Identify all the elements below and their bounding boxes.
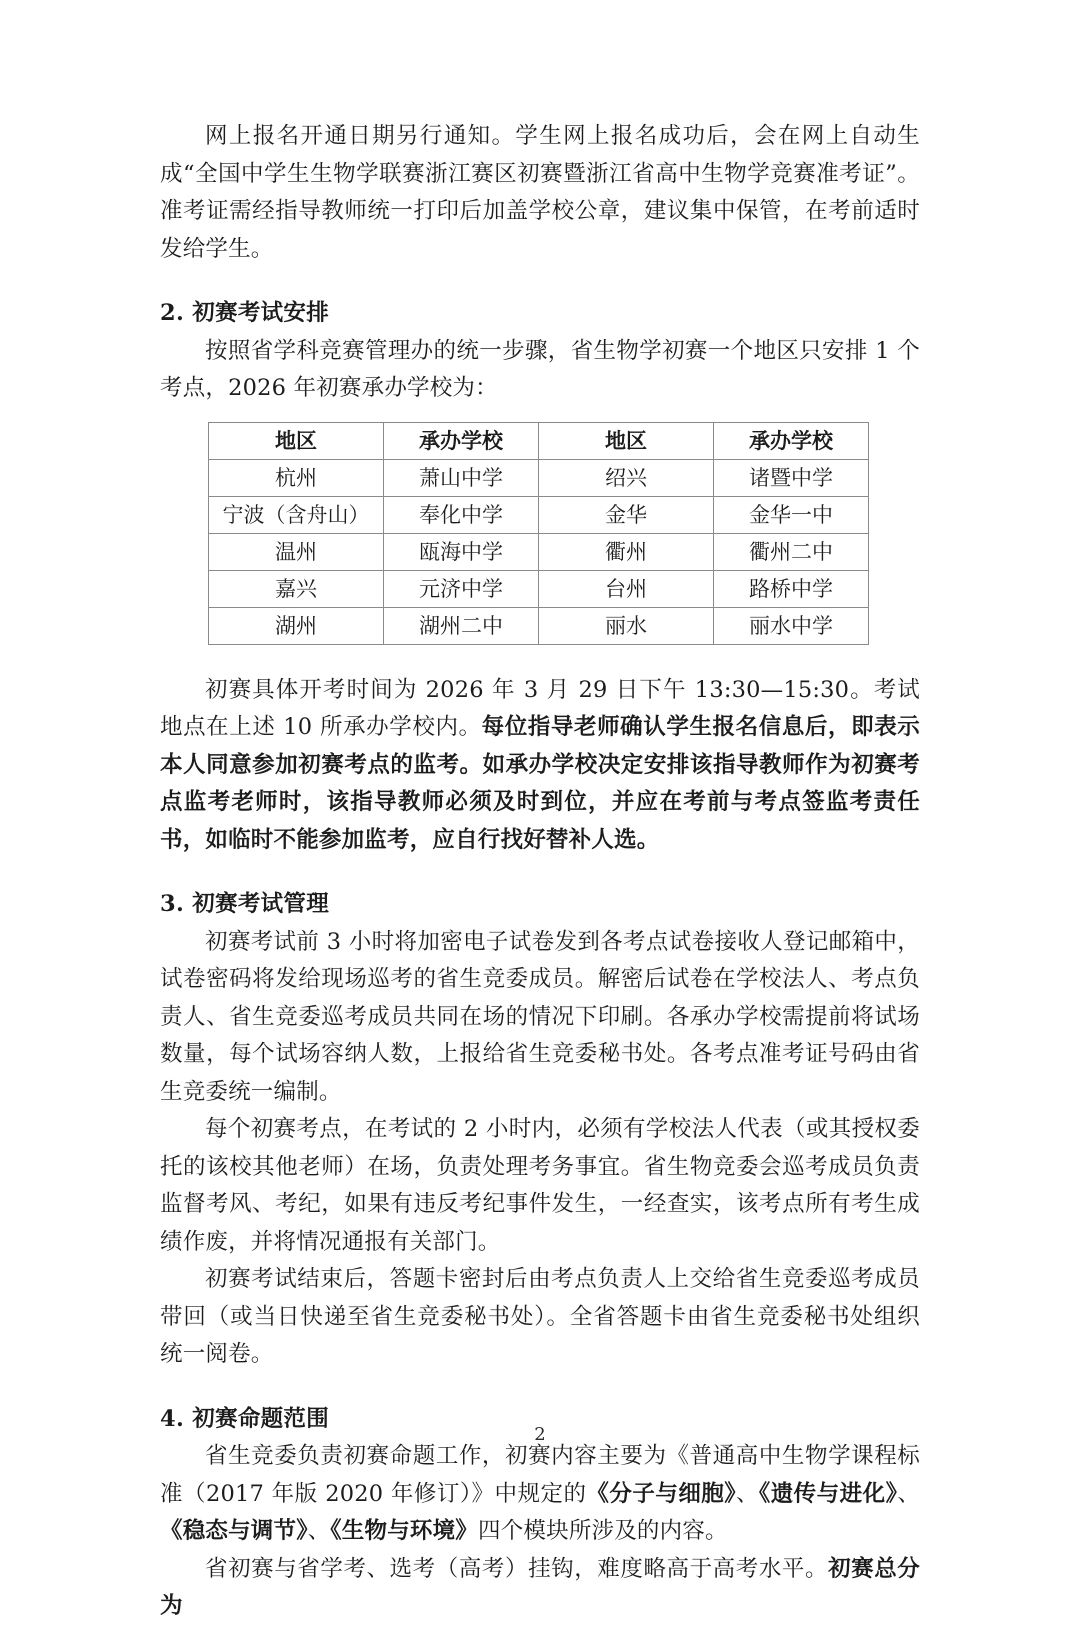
table-cell: 元济中学 bbox=[384, 570, 539, 607]
table-row bbox=[209, 496, 869, 533]
table-cell: 湖州二中 bbox=[384, 607, 539, 644]
table-cell: 金华一中 bbox=[714, 496, 869, 533]
module-title-4: 《生物与环境》 bbox=[330, 1518, 479, 1544]
invigilation-notice-text: 每位指导老师确认学生报名信息后，即表示本人同意参加初赛考点的监考。如承办学校决定安排该指导教师作为初赛考点监考老师时，该指导教师必须及时到位，并应在考前与考点签监考责任书，如临时不能参加监考，应自行找好替补人选。 bbox=[160, 714, 920, 853]
spacer bbox=[160, 268, 920, 295]
spacer bbox=[160, 645, 920, 672]
total-score-text: 初赛总分为 bbox=[160, 1555, 920, 1619]
page-content bbox=[160, 118, 920, 1626]
table-header-cell: 承办学校 bbox=[714, 422, 869, 459]
separator: 、 bbox=[307, 1518, 331, 1544]
table-cell: 金华 bbox=[539, 496, 714, 533]
section-3-paragraph-1: 初赛考试前 3 小时将加密电子试卷发到各考点试卷接收人登记邮箱中，试卷密码将发给现场巡考的省生竞委成员。解密后试卷在学校法人、考点负责人、省生竞委巡考成员共同在场的情况下印刷。各承办学校需提前将试场数量，每个试场容纳人数，上报给省生竞委秘书处。各考点准考证号码由省生竞委统一编制。 bbox=[160, 928, 920, 1105]
table-header-row bbox=[209, 422, 869, 459]
module-title-2: 《遗传与进化》 bbox=[758, 1480, 898, 1507]
section-3-paragraph-2: 每个初赛考点，在考试的 2 小时内，必须有学校法人代表（或其授权委托的该校其他老师）在场，负责处理考务事宜。省生物竞委会巡考成员负责监督考风、考纪，如果有违反考纪事件发生，一经查实，该考点所有考生成绩作废，并将情况通报有关部门。 bbox=[160, 1116, 920, 1255]
table-cell: 绍兴 bbox=[539, 459, 714, 496]
table-header-cell: 地区 bbox=[209, 422, 384, 459]
module-title-1: 《分子与细胞》 bbox=[586, 1480, 736, 1507]
module-title-3: 《稳态与调节》 bbox=[160, 1518, 308, 1544]
section-4-paragraph-1 bbox=[160, 1438, 920, 1551]
table-cell: 温州 bbox=[209, 533, 384, 570]
table-cell: 衢州二中 bbox=[714, 533, 869, 570]
table-cell: 丽水中学 bbox=[714, 607, 869, 644]
table-cell: 诸暨中学 bbox=[714, 459, 869, 496]
table-row bbox=[209, 459, 869, 496]
table-cell: 丽水 bbox=[539, 607, 714, 644]
section-2-heading: 2. 初赛考试安排 bbox=[160, 300, 330, 326]
intro-paragraph: 网上报名开通日期另行通知。学生网上报名成功后，会在网上自动生成“全国中学生生物学联赛浙江赛区初赛暨浙江省高中生物学竞赛准考证”。准考证需经指导教师统一打印后加盖学校公章，建议集中保管，在考前适时发给学生。 bbox=[160, 123, 920, 262]
table-cell: 嘉兴 bbox=[209, 570, 384, 607]
table-cell: 宁波（含舟山） bbox=[209, 496, 384, 533]
table-cell: 衢州 bbox=[539, 533, 714, 570]
table-header-cell: 承办学校 bbox=[384, 422, 539, 459]
syllabus-tail-text: 四个模块所涉及的内容。 bbox=[478, 1518, 728, 1544]
separator: 、 bbox=[897, 1480, 921, 1507]
page-number: 2 bbox=[534, 1424, 546, 1445]
section-4-paragraph-2 bbox=[160, 1551, 920, 1626]
table-cell: 奉化中学 bbox=[384, 496, 539, 533]
spacer bbox=[160, 1374, 920, 1401]
section-3-paragraph-3: 初赛考试结束后，答题卡密封后由考点负责人上交给省生竞委巡考成员带回（或当日快递至省生竞委秘书处）。全省答题卡由省生竞委秘书处组织统一阅卷。 bbox=[160, 1266, 920, 1367]
exam-time-text: 初赛具体开考时间为 2026 年 3 月 29 日下午 13:30—15:30。考试地点在上述 10 所承办学校内。 bbox=[160, 676, 920, 740]
table-cell: 路桥中学 bbox=[714, 570, 869, 607]
section-2-after-table-paragraph bbox=[160, 672, 920, 860]
spacer bbox=[160, 859, 920, 886]
section-4-heading: 4. 初赛命题范围 bbox=[160, 1405, 330, 1432]
table-cell: 杭州 bbox=[209, 459, 384, 496]
table-row bbox=[209, 533, 869, 570]
table-cell: 湖州 bbox=[209, 607, 384, 644]
table-cell: 台州 bbox=[539, 570, 714, 607]
venue-table bbox=[208, 422, 869, 645]
section-2-intro: 按照省学科竞赛管理办的统一步骤，省生物学初赛一个地区只安排 1 个考点，2026 年初赛承办学校为： bbox=[160, 337, 920, 401]
difficulty-text: 省初赛与省学考、选考（高考）挂钩，难度略高于高考水平。 bbox=[205, 1555, 829, 1582]
section-3-heading: 3. 初赛考试管理 bbox=[160, 891, 330, 917]
table-header-cell: 地区 bbox=[539, 422, 714, 459]
syllabus-intro-text: 省生竞委负责初赛命题工作，初赛内容主要为《普通高中生物学课程标准（2017 年版 2020 年修订）》中规定的 bbox=[160, 1443, 920, 1507]
venue-table-wrapper bbox=[208, 422, 868, 645]
separator: 、 bbox=[736, 1480, 759, 1507]
table-row bbox=[209, 607, 869, 644]
table-row bbox=[209, 570, 869, 607]
table-cell: 萧山中学 bbox=[384, 459, 539, 496]
table-cell: 瓯海中学 bbox=[384, 533, 539, 570]
